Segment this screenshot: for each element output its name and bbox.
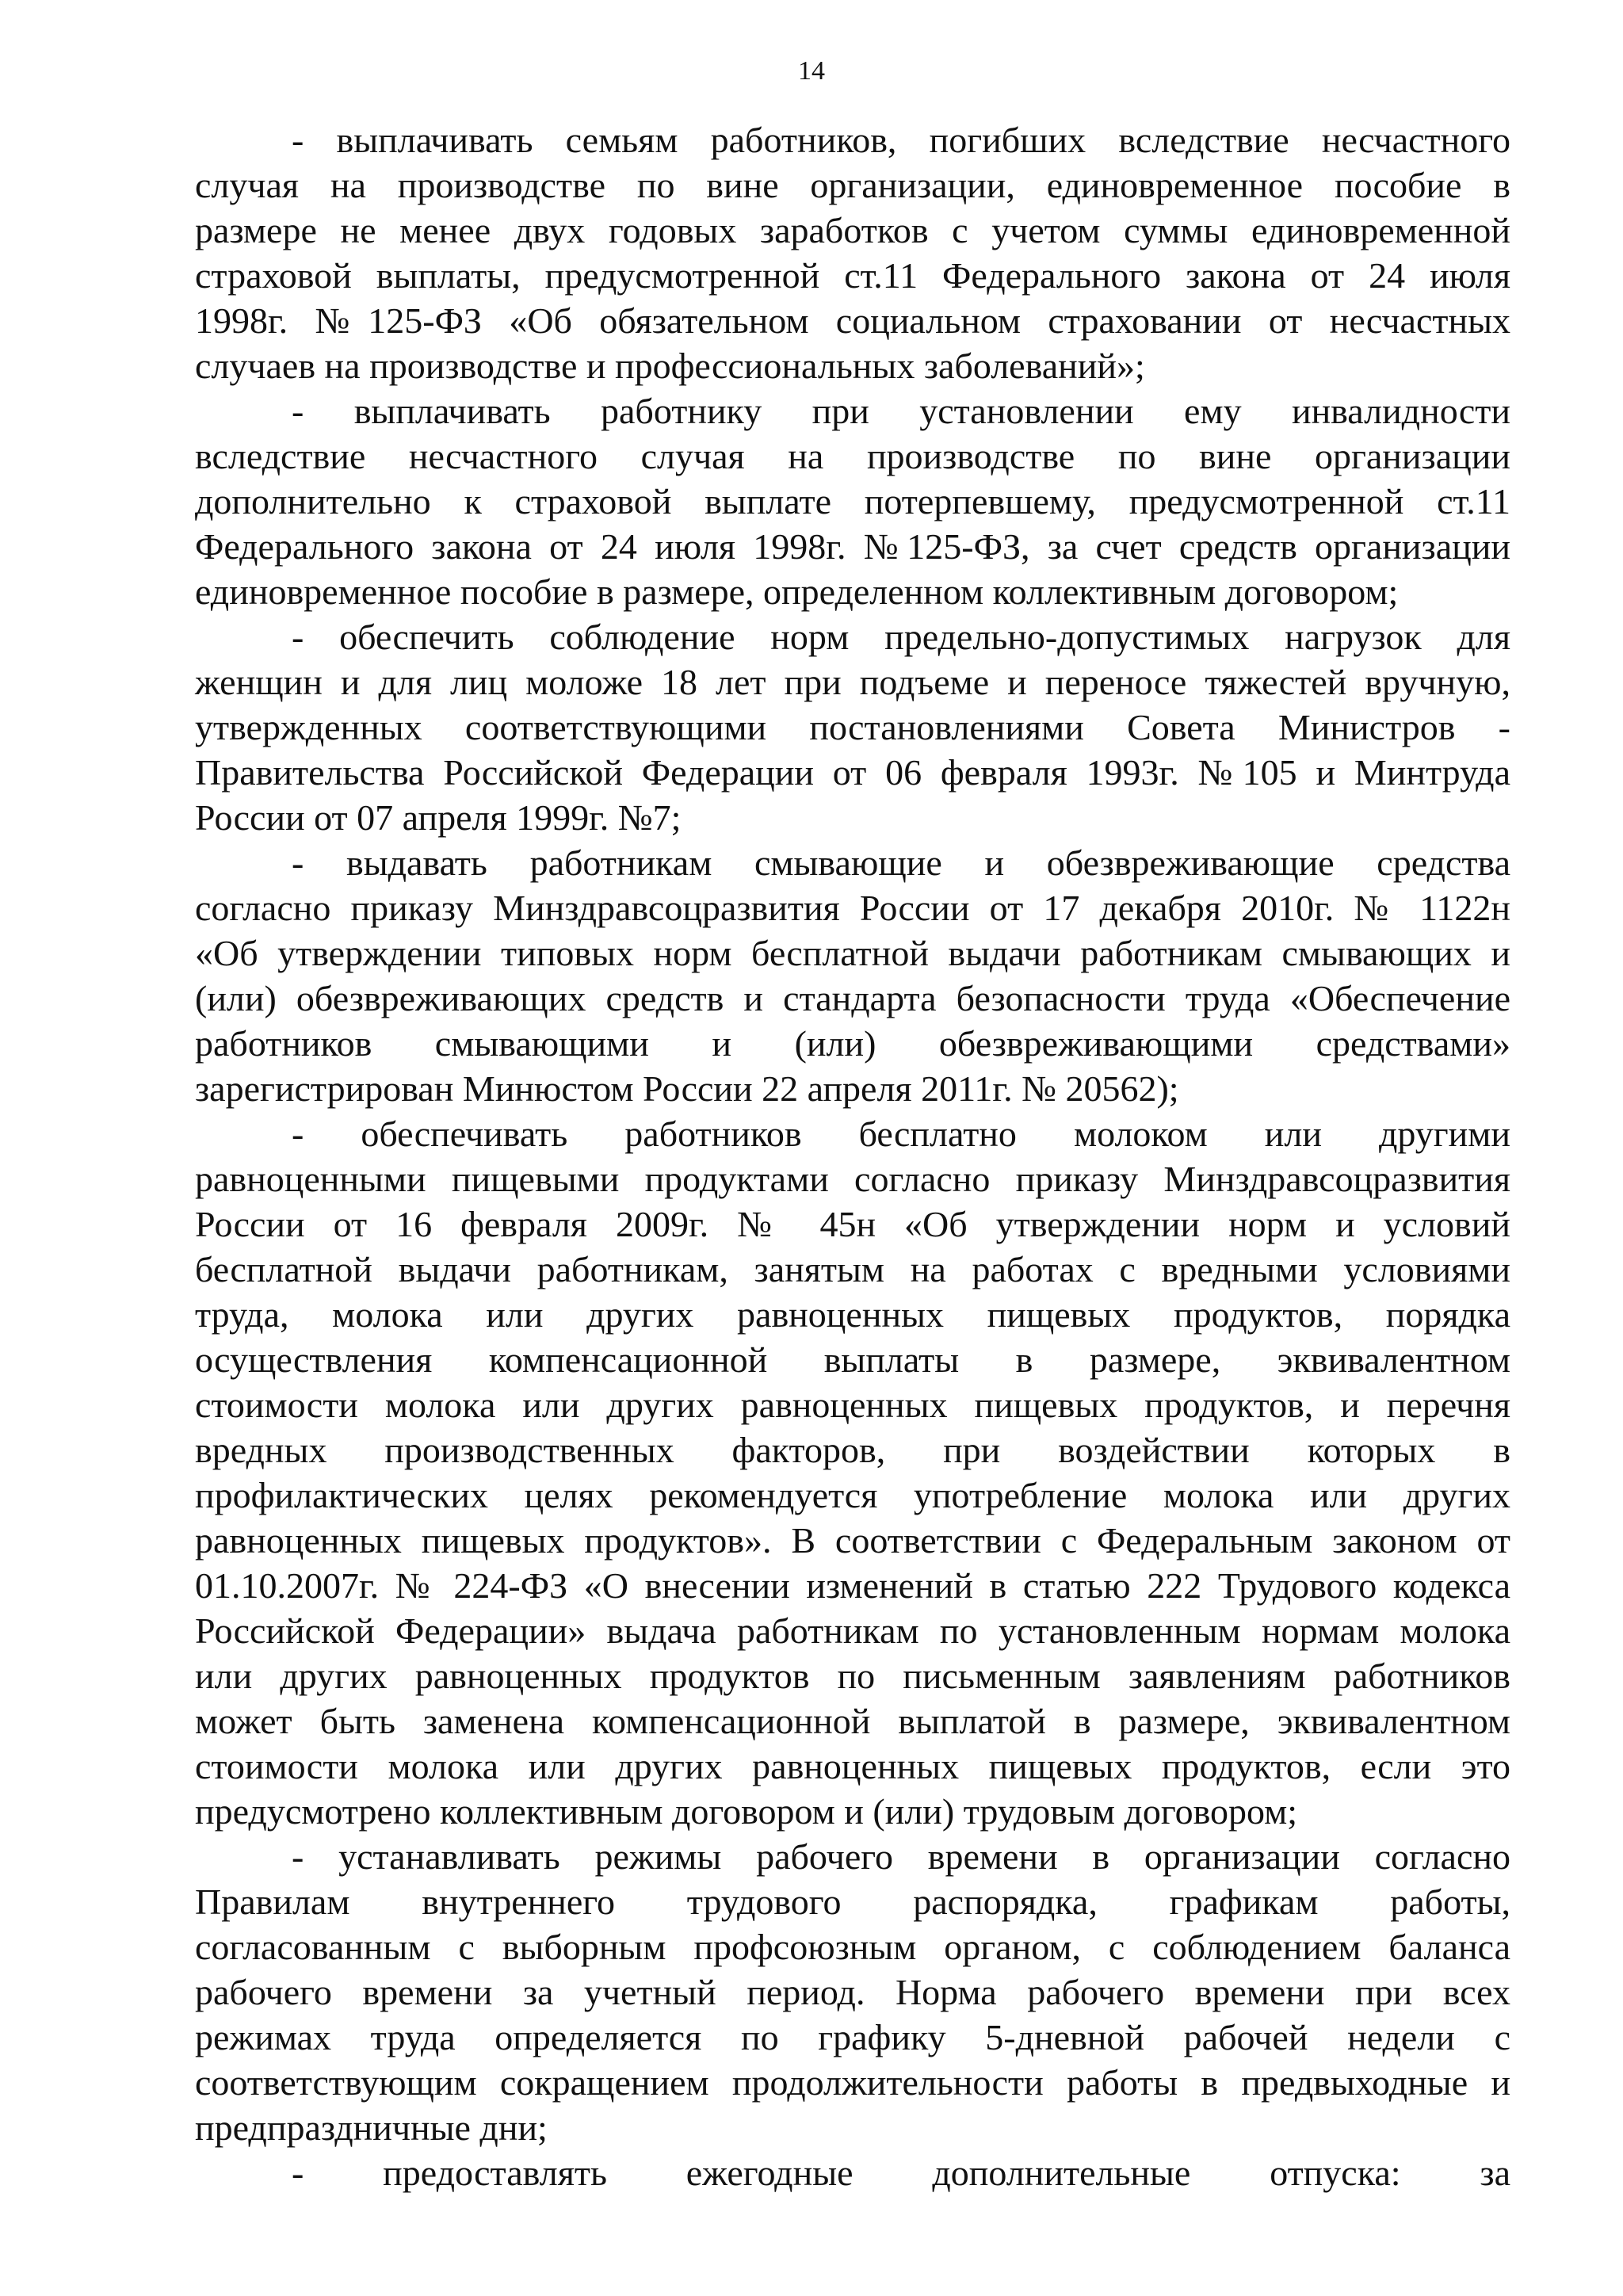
text-line: - предоставлять ежегодные дополнительные отпуска: за: [292, 2153, 1510, 2193]
text-line: - устанавливать режимы рабочего времени в организации согласно: [292, 1836, 1510, 1877]
text-line: работников смывающими и (или) обезвреживающими средствами»: [195, 1023, 1510, 1064]
text-line: или других равноценных продуктов по письменным заявлениям работников: [195, 1656, 1510, 1696]
text-line: 1998г. №125-ФЗ «Об обязательном социальном страховании от несчастных: [195, 300, 1510, 341]
text-line: (или) обезвреживающих средств и стандарта безопасности труда «Обеспечение: [195, 978, 1510, 1018]
text-line: - обеспечить соблюдение норм предельно-допустимых нагрузок для: [292, 617, 1510, 657]
text-line: России от 16 февраля 2009г. № 45н «Об утверждении норм и условий: [195, 1204, 1510, 1244]
text-line: согласно приказу Минздравсоцразвития России от 17 декабря 2010г. № 1122н: [195, 888, 1510, 928]
text-line: предпраздничные дни;: [195, 2107, 548, 2148]
text-line: профилактических целях рекомендуется употребление молока или других: [195, 1475, 1510, 1515]
text-line: труда, молока или других равноценных пищевых продуктов, порядка: [195, 1294, 1510, 1335]
text-line: согласованным с выборным профсоюзным органом, с соблюдением баланса: [195, 1927, 1510, 1967]
text-line: соответствующим сокращением продолжительности работы в предвыходные и: [195, 2062, 1510, 2103]
text-line: «Об утверждении типовых норм бесплатной выдачи работникам смывающих и: [195, 933, 1510, 973]
text-line: - выплачивать семьям работников, погибших вследствие несчастного: [292, 120, 1510, 160]
text-line: - обеспечивать работников бесплатно молоком или другими: [292, 1114, 1510, 1154]
text-line: размере не менее двух годовых заработков с учетом суммы единовременной: [195, 210, 1510, 250]
text-line: режимах труда определяется по графику 5-дневной рабочей недели с: [195, 2017, 1510, 2057]
text-line: предусмотрено коллективным договором и (или) трудовым договором;: [195, 1791, 1298, 1832]
text-line: вследствие несчастного случая на производстве по вине организации: [195, 436, 1510, 476]
text-line: равноценных пищевых продуктов». В соответствии с Федеральным законом от: [195, 1520, 1510, 1561]
text-line: случаев на производстве и профессиональных заболеваний»;: [195, 346, 1145, 386]
text-line: Правительства Российской Федерации от 06 февраля 1993г. №105 и Минтруда: [195, 752, 1510, 793]
text-line: России от 07 апреля 1999г. №7;: [195, 797, 682, 838]
text-line: - выплачивать работнику при установлении ему инвалидности: [292, 391, 1510, 431]
text-line: равноценными пищевыми продуктами согласно приказу Минздравсоцразвития: [195, 1159, 1510, 1199]
text-line: бесплатной выдачи работникам, занятым на работах с вредными условиями: [195, 1249, 1510, 1289]
text-line: рабочего времени за учетный период. Норма рабочего времени при всех: [195, 1972, 1510, 2012]
text-line: зарегистрирован Минюстом России 22 апреля 2011г. № 20562);: [195, 1068, 1179, 1109]
text-line: утвержденных соответствующими постановлениями Совета Министров -: [195, 707, 1510, 747]
text-line: - выдавать работникам смывающие и обезвреживающие средства: [292, 842, 1510, 883]
text-line: единовременное пособие в размере, определенном коллективным договором;: [195, 571, 1399, 612]
text-line: случая на производстве по вине организации, единовременное пособие в: [195, 165, 1510, 205]
text-line: осуществления компенсационной выплаты в размере, эквивалентном: [195, 1339, 1510, 1380]
text-line: 01.10.2007г. № 224-ФЗ «О внесении изменений в статью 222 Трудового кодекса: [195, 1565, 1510, 1606]
text-line: может быть заменена компенсационной выплатой в размере, эквивалентном: [195, 1701, 1510, 1741]
text-line: вредных производственных факторов, при воздействии которых в: [195, 1430, 1510, 1470]
text-line: Правилам внутреннего трудового распорядка, графикам работы,: [195, 1881, 1510, 1922]
text-line: Федерального закона от 24 июля 1998г. №125-ФЗ, за счет средств организации: [195, 526, 1510, 567]
text-line: страховой выплаты, предусмотренной ст.11 Федерального закона от 24 июля: [195, 255, 1510, 296]
text-line: женщин и для лиц моложе 18 лет при подъеме и переносе тяжестей вручную,: [195, 662, 1510, 702]
page-number: 14: [798, 56, 825, 86]
text-line: стоимости молока или других равноценных пищевых продуктов, и перечня: [195, 1385, 1510, 1425]
body-text: [195, 117, 1510, 2195]
text-line: стоимости молока или других равноценных пищевых продуктов, если это: [195, 1746, 1510, 1786]
text-line: дополнительно к страховой выплате потерпевшему, предусмотренной ст.11: [195, 481, 1510, 521]
text-line: Российской Федерации» выдача работникам по установленным нормам молока: [195, 1610, 1510, 1651]
